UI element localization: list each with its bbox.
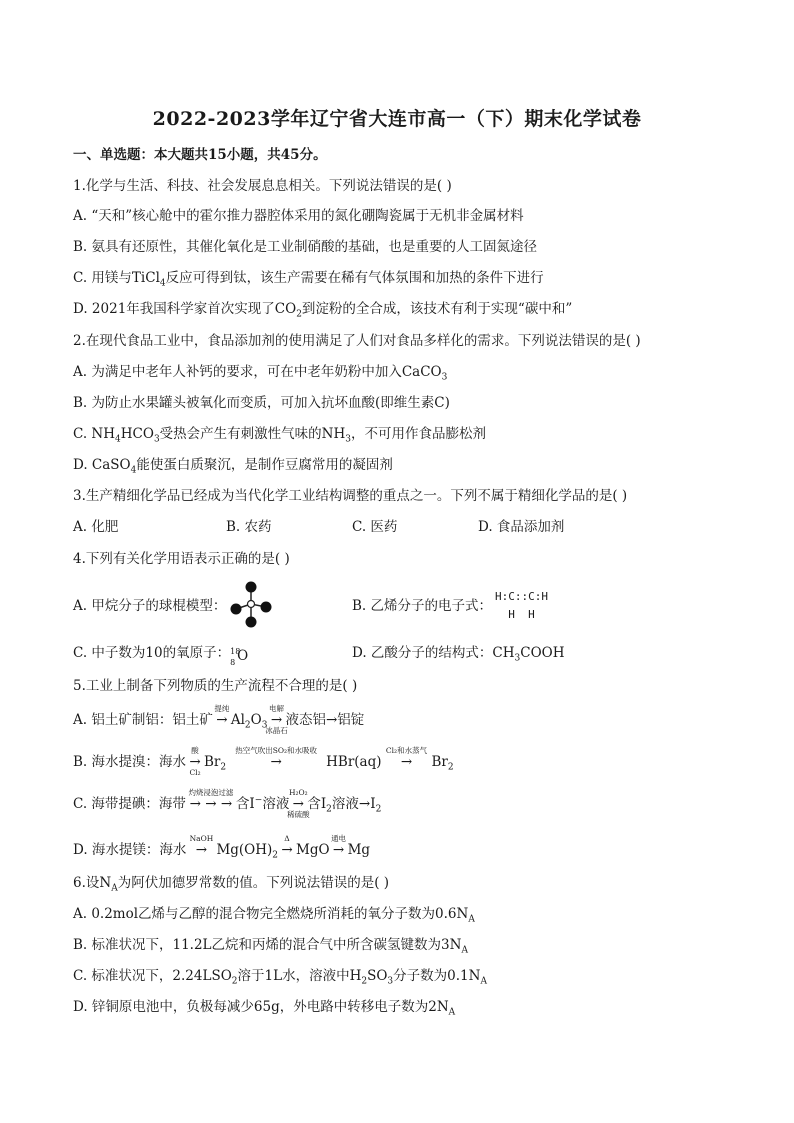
- ethylene-electron-formula-top: H:C::C:H: [495, 590, 548, 603]
- q4-option-d: D. 乙酸分子的结构式：$CH_3COOH$: [352, 645, 565, 664]
- q2-option-b: B. 为防止水果罐头被氧化而变质，可加入抗坏血酸(即维生素C): [73, 395, 450, 411]
- q4-option-a: A. 甲烷分子的球棍模型：: [73, 598, 227, 614]
- q6-option-a: A. 0.2mol乙烯与乙醇的混合物完全燃烧所消耗的氧分子数为$0.6N_A$: [73, 906, 475, 925]
- reaction-arrow: 电解 → 冰晶石: [265, 704, 288, 735]
- q1-stem: 1.化学与生活、科技、社会发展息息相关。下列说法错误的是( ): [73, 178, 452, 194]
- reaction-arrow: 热空气吹出SO₂和水吸收 →: [235, 746, 318, 770]
- q6-option-d: D. 锌铜原电池中，负极每减少65g，外电路中转移电子数为$2N_A$: [73, 999, 456, 1018]
- reaction-arrow: 通电 →: [331, 834, 347, 858]
- q2-option-a: A. 为满足中老年人补钙的要求，可在中老年奶粉中加入CaCO$_3$: [73, 364, 448, 383]
- q2-option-c: C. $NH_4HCO_3$受热会产生有刺激性气味的$NH_3$，不可用作食品膨松剂: [73, 426, 486, 445]
- q3-option-c: C. 医药: [352, 519, 398, 535]
- section-heading: 一、单选题：本大题共15小题，共45分。: [73, 147, 327, 163]
- reaction-arrow: NaOH →: [189, 834, 214, 858]
- q3-option-a: A. 化肥: [73, 519, 119, 535]
- q4-option-c: C. 中子数为10的氧原子： 18 8 O: [73, 643, 252, 664]
- methane-ball-stick-model: [228, 580, 274, 628]
- q6-option-b: B. 标准状况下，11.2L乙烷和丙烯的混合气中所含碳氢键数为$3N_A$: [73, 937, 468, 956]
- q5-option-d: D. 海水提镁：海水 NaOH → $Mg(OH)_2$ Δ → MgO 通电 → Mg: [73, 834, 371, 861]
- reaction-arrow: H₂O₂ → 稀硫酸: [287, 788, 310, 819]
- reaction-arrow: 酸 → Cl₂: [189, 746, 201, 777]
- oxygen-isotope-notation: 18 8 O: [230, 646, 249, 667]
- reaction-arrow: 灼烧浸泡过滤 → → →: [188, 788, 234, 812]
- q4-option-b: B. 乙烯分子的电子式：: [352, 598, 493, 614]
- q5-option-b: B. 海水提溴：海水 酸 → Cl₂ $Br_2$ 热空气吹出SO₂和水吸收 → HBr(aq) Cl₂和水蒸气 → $Br_2$: [73, 746, 454, 777]
- q6-stem: 6.设$N_A$为阿伏加德罗常数的值。下列说法错误的是( ): [73, 875, 390, 894]
- reaction-arrow: Cl₂和水蒸气 →: [385, 746, 428, 770]
- q2-stem: 2.在现代食品工业中，食品添加剂的使用满足了人们对食品多样化的需求。下列说法错误的是( ): [73, 333, 641, 349]
- q6-option-c: C. 标准状况下，$2.24LSO_2$溶于1L水，溶液中$H_2SO_3$分子数为$0.1N_A$: [73, 968, 487, 987]
- q5-option-c: C. 海带提碘：海带 灼烧浸泡过滤 → → → 含I−溶液 H₂O₂ → 稀硫酸 含$I_2$溶液$\to I_2$: [73, 788, 382, 819]
- q1-option-d: D. 2021年我国科学家首次实现了$CO_2$到淀粉的全合成，该技术有利于实现“碳中和”: [73, 301, 573, 320]
- q3-option-d: D. 食品添加剂: [478, 519, 565, 535]
- q5-option-a: A. 铝土矿制铝：铝土矿 提纯 → $Al_2O_3$ 电解 → 冰晶石 液态铝→铝锭: [73, 704, 365, 735]
- reaction-arrow: Δ →: [281, 834, 293, 858]
- q1-option-c: C. 用镁与TiCl$_4$反应可得到钛，该生产需要在稀有气体氛围和加热的条件下进行: [73, 270, 544, 289]
- ethylene-electron-formula-bottom: H H: [495, 608, 535, 621]
- q2-option-d: D. CaSO$_4$能使蛋白质聚沉，是制作豆腐常用的凝固剂: [73, 457, 393, 476]
- q1-option-b: B. 氨具有还原性，其催化氧化是工业制硝酸的基础，也是重要的人工固氮途径: [73, 239, 538, 255]
- q5-stem: 5.工业上制备下列物质的生产流程不合理的是( ): [73, 678, 358, 694]
- reaction-arrow: 提纯 →: [214, 704, 230, 728]
- q3-stem: 3.生产精细化学品已经成为当代化学工业结构调整的重点之一。下列不属于精细化学品的是( ): [73, 488, 628, 504]
- q3-option-b: B. 农药: [226, 519, 272, 535]
- q1-option-a: A. “天和”核心舱中的霍尔推力器腔体采用的氮化硼陶瓷属于无机非金属材料: [73, 208, 524, 224]
- q4-stem: 4.下列有关化学用语表示正确的是( ): [73, 551, 290, 567]
- exam-title: 2022-2023学年辽宁省大连市高一（下）期末化学试卷: [152, 108, 642, 130]
